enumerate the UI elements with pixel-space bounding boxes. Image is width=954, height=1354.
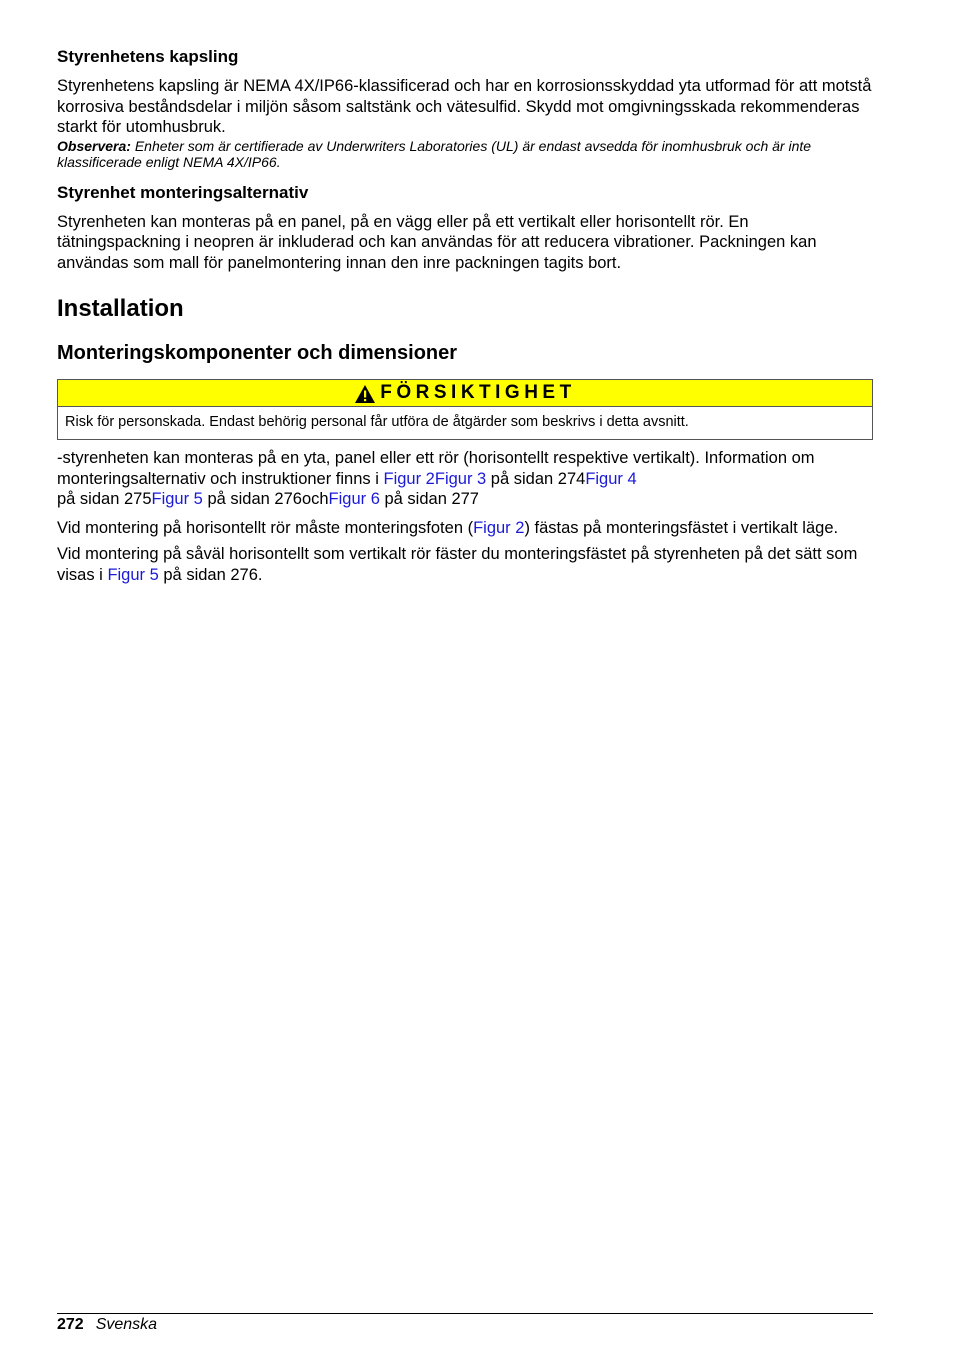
note-text: Enheter som är certifierade av Underwriters Laboratories (UL) är endast avsedda för inomhusbruk och är inte klassificerade enligt NEMA 4X/IP66. (57, 137, 812, 170)
footer-text (57, 1314, 873, 1334)
footer-language: Svenska (95, 1316, 158, 1333)
link-figur-3[interactable]: Figur 3 (434, 469, 487, 488)
installation-paragraph-1 (57, 448, 873, 510)
text-span: på sidan 276. (158, 565, 263, 584)
text-span: Vid montering på horisontellt rör måste monteringsfoten ( (57, 518, 474, 537)
page-content (57, 47, 873, 585)
caution-box (57, 379, 873, 440)
caution-label: FÖRSIKTIGHET (380, 382, 576, 403)
link-figur-5[interactable]: Figur 5 (151, 490, 203, 508)
installation-heading: Installation (57, 295, 184, 322)
installation-paragraph-3 (57, 544, 873, 585)
text-span: -styrenheten kan monteras på en yta, panel eller ett rör (horisontellt respektive vertikalt). Information om monteringsalternativ och instruktioner finns i (57, 449, 815, 488)
warning-triangle-icon (354, 384, 376, 404)
enclosure-note (57, 138, 873, 171)
text-span: på sidan 274 (486, 469, 586, 488)
text-span: ) fästas på monteringsfästet i vertikalt läge. (524, 518, 839, 537)
installation-paragraph-2 (57, 518, 873, 539)
text-span: på sidan 276och (202, 490, 329, 508)
mounting-components-heading: Monteringskomponenter och dimensioner (57, 342, 458, 364)
text-span: Vid montering på såväl horisontellt som vertikalt rör fäster du monteringsfästet på styrenheten på det sätt som visas i (57, 545, 858, 584)
caution-text: Risk för personskada. Endast behörig personal får utföra de åtgärder som beskrivs i detta avsnitt. (65, 414, 689, 430)
page-number: 272 (57, 1316, 84, 1333)
link-figur-5[interactable]: Figur 5 (107, 565, 159, 584)
note-label: Observera: (57, 137, 131, 154)
page-footer (57, 1313, 873, 1334)
link-figur-6[interactable]: Figur 6 (328, 490, 380, 508)
text-span: på sidan 277 (379, 490, 479, 508)
mounting-options-paragraph: Styrenheten kan monteras på en panel, på en vägg eller på ett vertikalt eller horisontellt rör. En tätningspackning i neopren är inkluderad och kan användas för att reducera vibrationer. Packningen kan användas som mall för panelmontering innan den inre packningen tagits bort. (57, 212, 817, 272)
link-figur-4[interactable]: Figur 4 (585, 469, 637, 488)
section-heading-mounting-options: Styrenhet monteringsalternativ (57, 182, 309, 202)
section-heading-enclosure: Styrenhetens kapsling (57, 47, 239, 66)
text-span: på sidan 275 (57, 490, 152, 508)
link-figur-2[interactable]: Figur 2 (473, 518, 525, 537)
enclosure-paragraph: Styrenhetens kapsling är NEMA 4X/IP66-klassificerad och har en korrosionsskyddad yta utformad för att motstå korrosiva beståndsdelar i miljön såsom saltstänk och vätesulfid. Skydd mot omgivningsskada rekommenderas starkt för utomhusbruk. (57, 77, 872, 136)
caution-header (58, 380, 872, 407)
link-figur-2[interactable]: Figur 2 (383, 469, 435, 488)
